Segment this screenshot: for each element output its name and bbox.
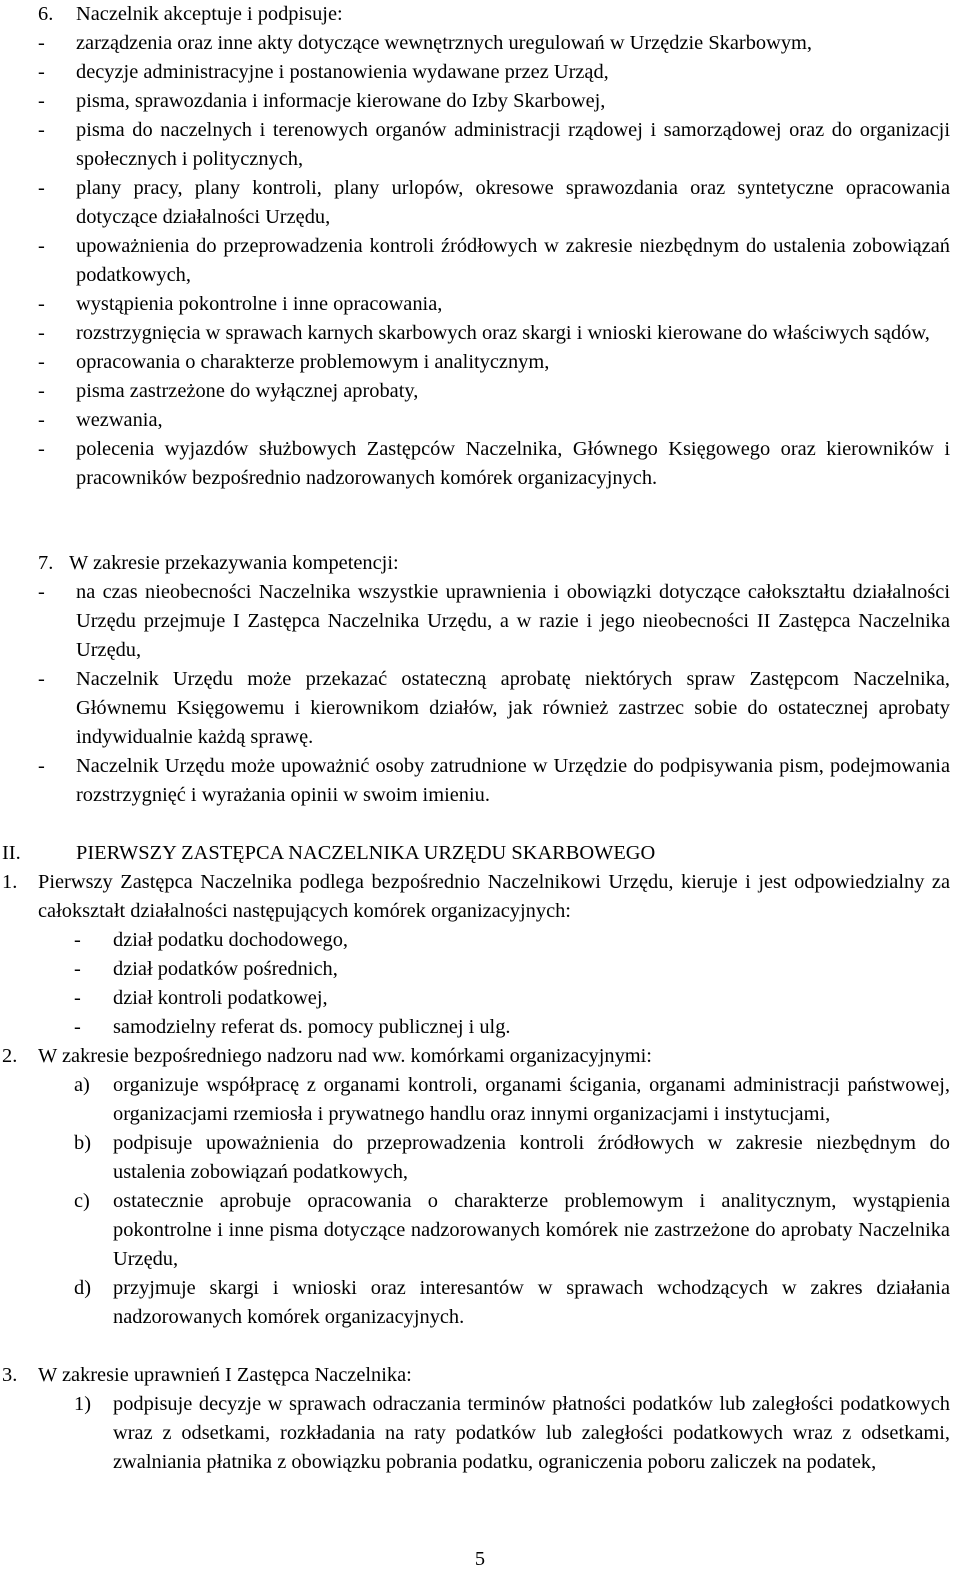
list-item bbox=[74, 1013, 950, 1042]
list-item-text: pisma, sprawozdania i informacje kierowane do Izby Skarbowej, bbox=[76, 90, 606, 112]
list-item bbox=[38, 665, 950, 752]
dash-marker: - bbox=[38, 293, 45, 315]
dash-marker: - bbox=[74, 1016, 81, 1038]
point-number: 2. bbox=[2, 1045, 18, 1067]
list-item-text: dział podatku dochodowego, bbox=[113, 929, 349, 951]
chapter-2-heading bbox=[0, 839, 960, 868]
list-item-text: decyzje administracyjne i postanowienia wydawane przez Urząd, bbox=[76, 61, 609, 83]
section-6 bbox=[0, 0, 960, 493]
list-item bbox=[38, 87, 950, 116]
point-1 bbox=[2, 868, 950, 1042]
dash-marker: - bbox=[38, 581, 45, 603]
paragraph-text: W zakresie bezpośredniego nadzoru nad ww. komórkami organizacyjnymi: bbox=[38, 1045, 652, 1067]
dash-marker: - bbox=[38, 61, 45, 83]
dash-marker: - bbox=[38, 668, 45, 690]
list-item bbox=[38, 29, 950, 58]
letter-marker: b) bbox=[74, 1132, 91, 1154]
point-2 bbox=[2, 1042, 950, 1332]
dash-marker: - bbox=[38, 177, 45, 199]
list-item-text: na czas nieobecności Naczelnika wszystkie uprawnienia i obowiązki dotyczące całokształtu działalności Urzędu przejmuje I Zastępca Naczelnika Urzędu, a w razie i jego nieobecności II Zastępca Naczelnika Urzędu, bbox=[76, 581, 950, 661]
list-item bbox=[38, 406, 950, 435]
list-item bbox=[38, 377, 950, 406]
list-item-text: rozstrzygnięcia w sprawach karnych skarbowych oraz skargi i wnioski kierowane do właściwych sądów, bbox=[76, 322, 930, 344]
section-6-list bbox=[38, 29, 950, 493]
section-number: 7. bbox=[38, 552, 54, 574]
list-item bbox=[38, 58, 950, 87]
list-item-text: upoważnienia do przeprowadzenia kontroli źródłowych w zakresie niezbędnym do ustalenia zobowiązań podatkowych, bbox=[76, 235, 950, 286]
section-6-heading bbox=[0, 0, 948, 29]
dash-marker: - bbox=[38, 755, 45, 777]
point-1-text bbox=[2, 868, 950, 926]
list-item bbox=[74, 926, 950, 955]
dash-marker: - bbox=[74, 958, 81, 980]
list-item bbox=[74, 1187, 950, 1274]
list-item-text: Naczelnik Urzędu może upoważnić osoby zatrudnione w Urzędzie do podpisywania pism, podejmowania rozstrzygnięć i wyrażania opinii w swoim imieniu. bbox=[76, 755, 950, 806]
section-7-list bbox=[38, 578, 950, 810]
point-3-heading bbox=[2, 1361, 950, 1390]
list-item bbox=[38, 578, 950, 665]
point-2-list bbox=[74, 1071, 950, 1332]
point-2-heading bbox=[2, 1042, 950, 1071]
list-item-text: wezwania, bbox=[76, 409, 163, 431]
section-number: 6. bbox=[38, 3, 54, 25]
point-3-list bbox=[74, 1390, 950, 1477]
list-item-text: zarządzenia oraz inne akty dotyczące wewnętrznych uregulowań w Urzędzie Skarbowym, bbox=[76, 32, 812, 54]
letter-marker: d) bbox=[74, 1277, 91, 1299]
list-item-text: dział podatków pośrednich, bbox=[113, 958, 338, 980]
list-item-text: pisma zastrzeżone do wyłącznej aprobaty, bbox=[76, 380, 419, 402]
list-item bbox=[38, 348, 950, 377]
paragraph-text: W zakresie uprawnień I Zastępca Naczelnika: bbox=[38, 1364, 412, 1386]
list-item-text: samodzielny referat ds. pomocy publicznej i ulg. bbox=[113, 1016, 511, 1038]
dash-marker: - bbox=[38, 235, 45, 257]
section-title: Naczelnik akceptuje i podpisuje: bbox=[76, 3, 343, 25]
list-item bbox=[38, 232, 950, 290]
dash-marker: - bbox=[38, 409, 45, 431]
dash-marker: - bbox=[38, 119, 45, 141]
section-7-heading bbox=[38, 549, 948, 578]
list-item bbox=[38, 290, 950, 319]
list-item bbox=[38, 752, 950, 810]
point-number: 3. bbox=[2, 1364, 18, 1386]
list-item-text: plany pracy, plany kontroli, plany urlopów, okresowe sprawozdania oraz syntetyczne opracowania dotyczące działalności Urzędu, bbox=[76, 177, 950, 228]
list-item-text: wystąpienia pokontrolne i inne opracowania, bbox=[76, 293, 443, 315]
page-number: 5 bbox=[474, 1548, 486, 1570]
point-number: 1. bbox=[2, 871, 18, 893]
list-item bbox=[38, 435, 950, 493]
list-item-text: podpisuje decyzje w sprawach odraczania terminów płatności podatków lub zaległości podatkowych wraz z odsetkami, rozkładania na raty podatków lub zaległości podatkowych wraz z odsetkami, zwalniania płatnika z obowiązku pobrania podatku, ograniczenia poboru zaliczek na podatek, bbox=[113, 1393, 950, 1473]
list-item-text: polecenia wyjazdów służbowych Zastępców Naczelnika, Głównego Księgowego oraz kierowników i pracowników bezpośrednio nadzorowanych komórek organizacyjnych. bbox=[76, 438, 950, 489]
list-item-text: podpisuje upoważnienia do przeprowadzenia kontroli źródłowych w zakresie niezbędnym do ustalenia zobowiązań podatkowych, bbox=[113, 1132, 950, 1183]
dash-marker: - bbox=[38, 351, 45, 373]
list-item bbox=[74, 984, 950, 1013]
list-item bbox=[74, 955, 950, 984]
dash-marker: - bbox=[38, 438, 45, 460]
dash-marker: - bbox=[38, 90, 45, 112]
list-item-text: Naczelnik Urzędu może przekazać ostateczną aprobatę niektórych spraw Zastępcom Naczelnika, Głównemu Księgowemu i kierownikom działów, jak również zastrzec sobie do ostatecznej aprobaty indywidualnie każdą sprawę. bbox=[76, 668, 950, 748]
list-item-text: przyjmuje skargi i wnioski oraz interesantów w sprawach wchodzących w zakres działania nadzorowanych komórek organizacyjnych. bbox=[113, 1277, 950, 1328]
point-3 bbox=[2, 1361, 950, 1477]
list-item-text: opracowania o charakterze problemowym i analitycznym, bbox=[76, 351, 550, 373]
number-marker: 1) bbox=[74, 1393, 91, 1415]
list-item bbox=[38, 116, 950, 174]
chapter-2-heading-row bbox=[2, 839, 948, 868]
chapter-title: PIERWSZY ZASTĘPCA NACZELNIKA URZĘDU SKARBOWEGO bbox=[76, 842, 656, 864]
dash-marker: - bbox=[38, 322, 45, 344]
list-item-text: organizuje współpracę z organami kontroli, organami ścigania, organami administracji państwowej, organizacjami rzemiosła i prywatnego handlu oraz innymi organizacjami i instytucjami, bbox=[113, 1074, 950, 1125]
list-item bbox=[38, 319, 950, 348]
list-item-text: dział kontroli podatkowej, bbox=[113, 987, 328, 1009]
dash-marker: - bbox=[74, 929, 81, 951]
letter-marker: c) bbox=[74, 1190, 90, 1212]
letter-marker: a) bbox=[74, 1074, 90, 1096]
point-1-list bbox=[74, 926, 950, 1042]
chapter-number: II. bbox=[2, 842, 21, 864]
dash-marker: - bbox=[38, 32, 45, 54]
list-item bbox=[74, 1071, 950, 1129]
section-title: W zakresie przekazywania kompetencji: bbox=[69, 552, 399, 574]
list-item-text: ostatecznie aprobuje opracowania o charakterze problemowym i analitycznym, wystąpienia pokontrolne i inne pisma dotyczące nadzorowanych komórek nie zastrzeżone do aprobaty Naczelnika Urzędu, bbox=[113, 1190, 950, 1270]
list-item bbox=[74, 1274, 950, 1332]
list-item bbox=[74, 1390, 950, 1477]
list-item bbox=[74, 1129, 950, 1187]
dash-marker: - bbox=[38, 380, 45, 402]
list-item-text: pisma do naczelnych i terenowych organów administracji rządowej i samorządowej oraz do organizacji społecznych i politycznych, bbox=[76, 119, 950, 170]
section-7 bbox=[0, 549, 960, 810]
list-item bbox=[38, 174, 950, 232]
paragraph-text: Pierwszy Zastępca Naczelnika podlega bezpośrednio Naczelnikowi Urzędu, kieruje i jest odpowiedzialny za całokształt działalności następujących komórek organizacyjnych: bbox=[38, 871, 950, 922]
dash-marker: - bbox=[74, 987, 81, 1009]
